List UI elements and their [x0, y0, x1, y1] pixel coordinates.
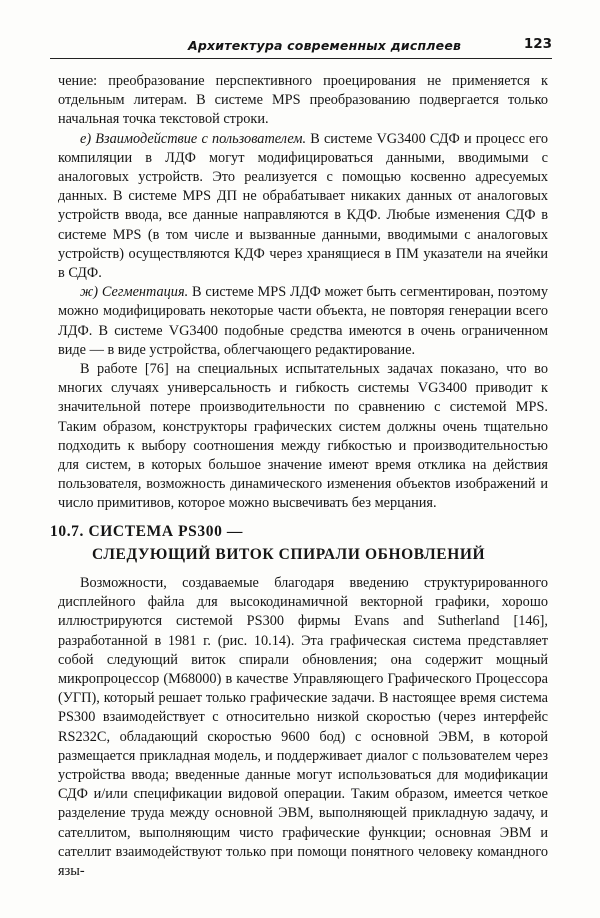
paragraph-conclusion: [58, 360, 548, 514]
section-heading-line-2: СЛЕДУЮЩИЙ ВИТОК СПИРАЛИ ОБНОВЛЕНИЙ: [92, 546, 486, 563]
section-heading-line-1: 10.7. СИСТЕМА PS300 —: [50, 523, 244, 540]
running-head: Архитектура современных дисплеев: [188, 38, 462, 53]
section-paragraph: Возможности, создаваемые благодаря введению структурированного дисплейного файла для высокодинамичной векторной графики, хорошо иллюстрируются системой PS300 фирмы Evans and Sutherland [146], разработанной в 1981 г. (рис. 10.14). Эта графическая система представляет собой следующий виток спирали обновления; она содержит мощный микропроцессор (M68000) в качестве Управляющего Графического Процессора (УГП), который решает только графические задачи. В настоящее время система PS300 взаимодействует с относительно низкой скоростью (через интерфейс RS232C, обладающий скоростью 9600 бод) с основной ЭВМ, в которой размещается прикладная модель, и поддерживает диалог с пользователем через устройства ввода; введенные данные могут использоваться для модификации СДФ и/или спецификации видовой операции. Таким образом, имеется четкое разделение труда между основной ЭВМ, выполняющей прикладную задачу, и сателлитом, выполняющим чисто графические функции; основная ЭВМ и сателлит взаимодействуют только при помощи понятного человеку командного язы-: [58, 575, 548, 880]
page-header: [50, 34, 552, 59]
paragraph-text: В системе VG3400 СДФ и процесс его компиляции в ЛДФ могут модифицироваться данными, вводимыми с аналоговых устройств. Это реализуется с помощью косвенно адресуемых данных. В системе MPS ДП не обрабатывает никаких данных от аналоговых устройств ввода, все данные направляются в КДФ. Любые изменения СДФ в системе MPS (в том числе и вызванные данными, вводимыми с аналоговых устройств) осуществляются КДФ через хранящиеся в ПМ указатели на ячейки в СДФ.: [58, 130, 548, 282]
paragraph-user-interaction: [58, 130, 548, 284]
paragraph-text: В работе [76] на специальных испытательных задачах показано, что во многих случаях универсальность и гибкость системы VG3400 приводит к значительной потере производительности по сравнению с системой MPS. Таким образом, конструкторы графических систем должны очень тщательно подходить к выбору соотношения между гибкостью и производительностью для систем, в которых большое значение имеют время отклика на действия пользователя, возможность динамического изменения объектов изображений и число примитивов, которое можно высвечивать без мерцания.: [58, 361, 548, 512]
paragraph-text: В системе MPS ЛДФ может быть сегментирован, поэтому можно модифицировать некоторые части объекта, не повторяя генерации всего ЛДФ. В системе VG3400 подобные средства имеются в очень ограниченном виде — в виде устройства, облегчающего редактирование.: [58, 284, 548, 358]
paragraph-label: е) Взаимодействие с пользователем.: [80, 130, 307, 147]
page-number: 123: [523, 36, 552, 52]
paragraph-continuation: [58, 72, 548, 130]
section-heading: [50, 520, 540, 566]
paragraph-label: ж) Сегментация.: [80, 284, 189, 301]
paragraph-text: чение: преобразование перспективного проецирования не применяется к отдельным литерам. В системе MPS преобразованию подвергается только начальная точка текстовой строки.: [58, 73, 548, 128]
paragraph-segmentation: [58, 283, 548, 360]
text-block-top: [58, 72, 548, 514]
text-block-section: [58, 574, 548, 881]
